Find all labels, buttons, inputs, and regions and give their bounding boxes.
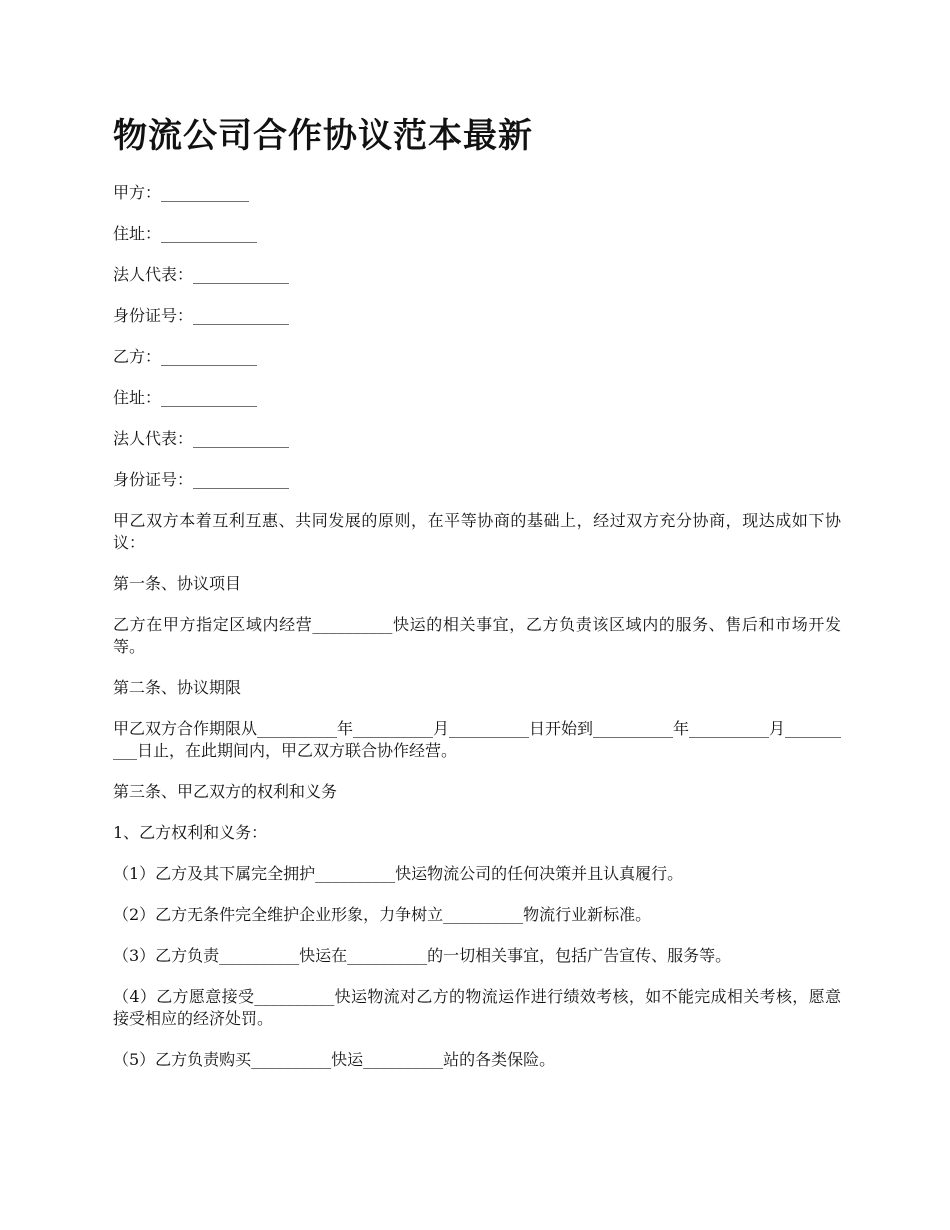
article-2-text: 甲乙双方合作期限从__________年__________月__________日开始到__________年__________月__________日止，在此期间内，甲乙双方联合协作经营。 [113,719,842,760]
list-item: （2）乙方无条件完全维护企业形象，力争树立__________物流行业新标准。 [113,905,652,924]
list-item: （4）乙方愿意接受__________快运物流对乙方的物流运作进行绩效考核，如不能完成相关考核，愿意接受相应的经济处罚。 [113,987,841,1028]
article-1-heading: 第一条、协议项目 [113,574,242,593]
list-item: （5）乙方负责购买__________快运__________站的各类保险。 [113,1050,556,1069]
article-2-heading: 第二条、协议期限 [113,678,242,697]
list-item: （3）乙方负责__________快运在__________的一切相关事宜，包括广告宣传、服务等。 [113,946,732,965]
intro-paragraph: 甲乙双方本着互利互惠、共同发展的原则，在平等协商的基础上，经过双方充分协商，现达成如下协议： [113,511,841,552]
document-page [113,110,841,1090]
party-info [113,182,841,491]
party-a-field: 甲方：___________ [113,183,250,202]
party-a-address-field: 住址：____________ [113,224,258,243]
party-b-legal-rep-field: 法人代表：____________ [113,429,290,448]
document-title: 物流公司合作协议范本最新 [113,116,533,156]
list-item: （1）乙方及其下属完全拥护__________快运物流公司的任何决策并且认真履行。 [113,864,684,883]
article-1-text: 乙方在甲方指定区域内经营__________快运的相关事宜，乙方负责该区域内的服务、售后和市场开发等。 [113,615,841,656]
party-b-field: 乙方：____________ [113,347,258,366]
party-b-id-field: 身份证号：____________ [113,470,290,489]
party-a-legal-rep-field: 法人代表：____________ [113,265,290,284]
section-1-heading: 1、乙方权利和义务： [113,823,268,842]
party-b-address-field: 住址：____________ [113,388,258,407]
party-a-id-field: 身份证号：____________ [113,306,290,325]
article-3-heading: 第三条、甲乙双方的权利和义务 [113,782,338,801]
